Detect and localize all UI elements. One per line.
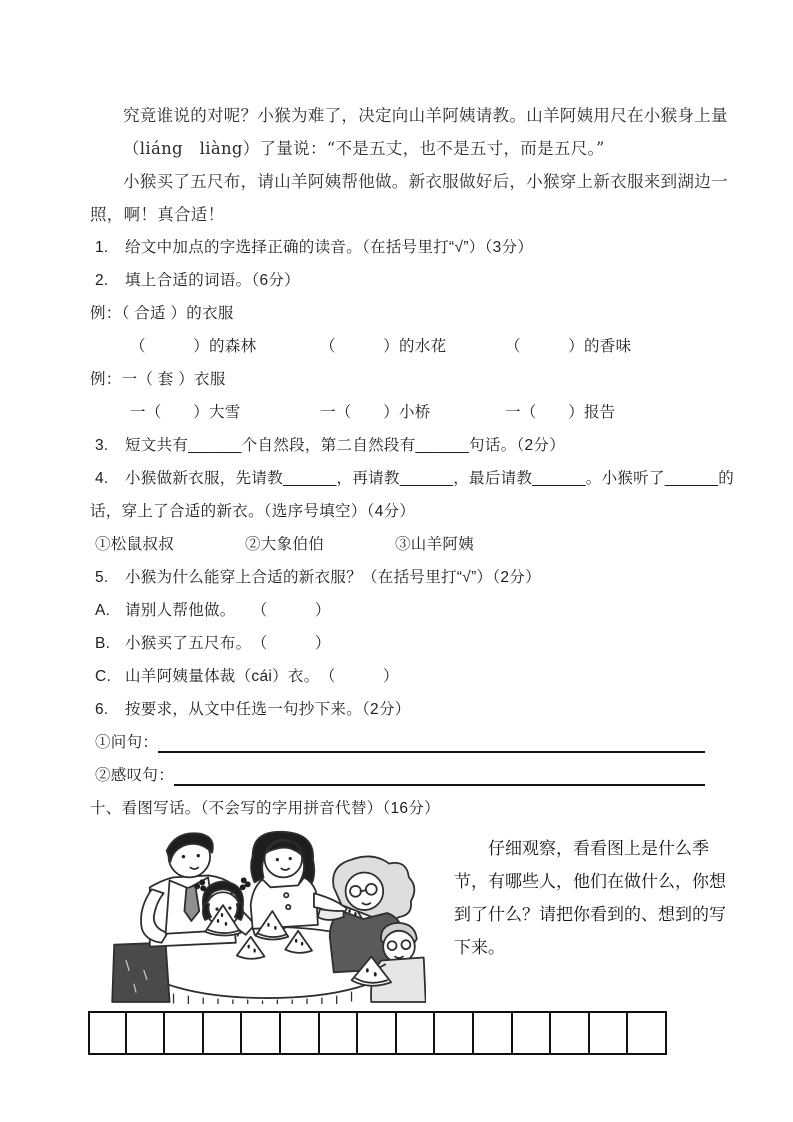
question-2-number: 2. — [95, 272, 109, 289]
blank-phrase: （ ）的森林 — [130, 338, 257, 355]
question-3-number: 3. — [95, 437, 109, 454]
answer-grid-cell — [628, 1011, 667, 1055]
answer-grid — [88, 1011, 705, 1055]
question-5-text: 小猴为什么能穿上合适的新衣服？（在括号里打“√”）（2分） — [125, 569, 541, 586]
passage-line-1: 究竟谁说的对呢？小猴为难了，决定向山羊阿姨请教。山羊阿姨用尺在小猴身上量 — [123, 106, 728, 125]
question-2-example-1: 例：（ 合适 ）的衣服 — [90, 305, 234, 322]
picture-prompt — [454, 826, 726, 1006]
family-eating-watermelon-illustration — [104, 826, 426, 1004]
question-4-text-line-1: 小猴做新衣服，先请教______，再请教______，最后请教______。小猴听了______的 — [125, 470, 735, 487]
choice-c-label: C. — [95, 668, 112, 685]
prompt-line-2: 节，有哪些人，他们在做什么，你想 — [454, 872, 726, 891]
choice-b-label: B. — [95, 635, 111, 652]
question-1-text: 给文中加点的字选择正确的读音。（在括号里打“√”）（3分） — [125, 239, 534, 256]
question-2-example-2: 例：一（ 套 ）衣服 — [90, 371, 226, 388]
question-6 — [90, 693, 705, 726]
question-4-number: 4. — [95, 470, 109, 487]
choice-b-text: 小猴买了五尺布。 （ ） — [125, 635, 331, 652]
question-5-choice-b — [90, 627, 705, 660]
answer-grid-cell — [320, 1011, 359, 1055]
choice-a-text: 请别人帮他做。 （ ） — [125, 602, 331, 619]
question-1 — [90, 231, 705, 264]
blank-phrase: 一（ ）大雪 — [130, 404, 241, 421]
option-2: ②大象伯伯 — [245, 536, 325, 553]
question-2-blank-row-1 — [90, 330, 705, 363]
answer-grid-cell — [127, 1011, 166, 1055]
blank-phrase: 一（ ）小桥 — [320, 404, 431, 421]
passage-line-4: 照，啊！真合适！ — [90, 205, 225, 224]
answer-grid-cell — [435, 1011, 474, 1055]
question-4-text-line-2: 话，穿上了合适的新衣。（选序号填空）（4分） — [90, 503, 416, 520]
question-6-sub-2 — [90, 759, 705, 792]
section-10-title: 十、看图写话。（不会写的字用拼音代替）（16分） — [90, 800, 440, 817]
answer-grid-cell — [590, 1011, 629, 1055]
question-3-text: 短文共有______个自然段，第二自然段有______句话。（2分） — [125, 437, 566, 454]
question-6-number: 6. — [95, 701, 109, 718]
answer-grid-cell — [165, 1011, 204, 1055]
answer-grid-cell — [397, 1011, 436, 1055]
question-4-options — [90, 528, 705, 561]
blank-phrase: （ ）的香味 — [505, 338, 632, 355]
prompt-line-3: 到了什么？请把你看到的、想到的写 — [454, 905, 726, 924]
answer-grid-cell — [88, 1011, 127, 1055]
prompt-line-4: 下来。 — [454, 938, 505, 957]
question-4 — [90, 462, 735, 495]
blank-phrase: （ ）的水花 — [320, 338, 447, 355]
answer-grid-cell — [358, 1011, 397, 1055]
choice-c-text: 山羊阿姨量体裁（cái）衣。 （ ） — [125, 668, 399, 685]
question-5-number: 5. — [95, 569, 109, 586]
option-1: ①松鼠叔叔 — [95, 536, 175, 553]
answer-grid-cell — [242, 1011, 281, 1055]
question-1-number: 1. — [95, 239, 109, 256]
question-5-choice-c — [90, 660, 705, 693]
question-2-text: 填上合适的词语。（6分） — [125, 272, 300, 289]
answer-grid-cell — [513, 1011, 552, 1055]
blank-phrase: 一（ ）报告 — [505, 404, 616, 421]
question-6-text: 按要求，从文中任选一句抄下来。（2分） — [125, 701, 411, 718]
prompt-line-1: 仔细观察，看看图上是什么季 — [488, 839, 709, 858]
answer-grid-cell — [551, 1011, 590, 1055]
question-2 — [90, 264, 705, 297]
question-mark-label: ①问句： — [95, 734, 159, 751]
exclamation-label: ②感叹句： — [95, 767, 175, 784]
question-6-sub-1 — [90, 726, 705, 759]
passage-line-3: 小猴买了五尺布，请山羊阿姨帮他做。新衣服做好后，小猴穿上新衣服来到湖边一 — [123, 172, 728, 191]
question-5 — [90, 561, 705, 594]
answer-grid-cell — [204, 1011, 243, 1055]
answer-line — [174, 784, 705, 786]
option-3: ③山羊阿姨 — [395, 536, 475, 553]
passage-line-2: （liáng liàng）了量说：“不是五丈，也不是五寸，而是五尺。” — [123, 139, 605, 158]
question-3 — [90, 429, 705, 462]
answer-line — [158, 751, 705, 753]
picture-writing-section — [90, 826, 726, 1006]
question-2-blank-row-2 — [90, 396, 705, 429]
answer-grid-cell — [281, 1011, 320, 1055]
answer-grid-cell — [474, 1011, 513, 1055]
question-5-choice-a — [90, 594, 705, 627]
choice-a-label: A. — [95, 602, 111, 619]
